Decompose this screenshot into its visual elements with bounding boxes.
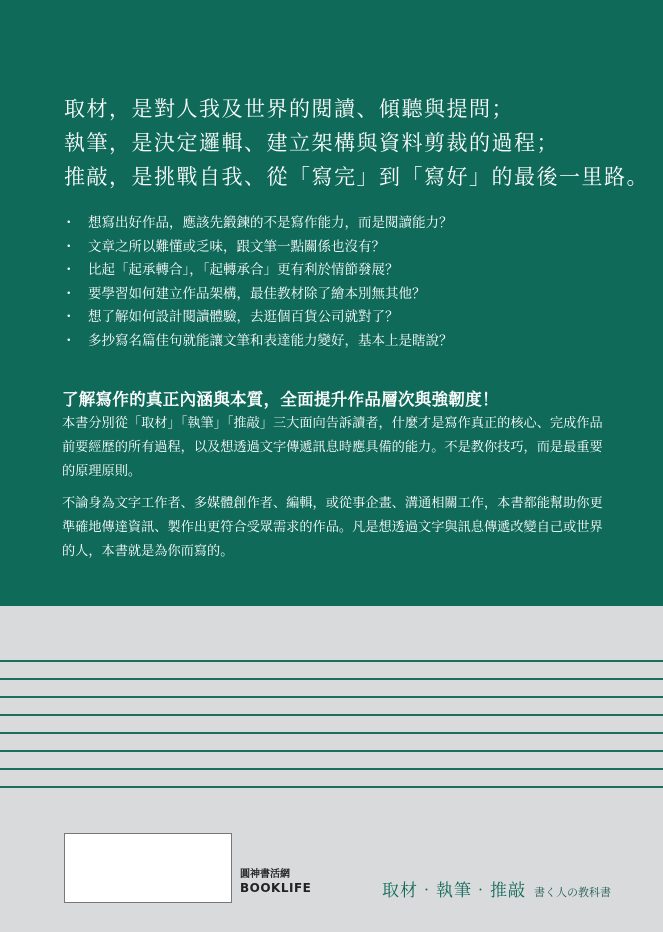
publisher-chinese-name: 圓神書活網: [240, 869, 290, 880]
stripe-line: [0, 786, 663, 788]
description-paragraph: 不論身為文字工作者、多媒體創作者、編輯，或從事企畫、溝通相關工作，本書都能幫助你更準確地傳達資訊、製作出更符合受眾需求的作品。凡是想透過文字與訊息傳遞改變自己或世界的人，本書就是為你而寫的。: [62, 496, 603, 559]
intro-line: 推敲，是挑戰自我、從「寫完」到「寫好」的最後一里路。: [64, 165, 649, 189]
headline: 了解寫作的真正內涵與本質，全面提升作品層次與強韌度！: [62, 390, 499, 409]
stripe-line: [0, 768, 663, 770]
publisher-english-name: BOOKLIFE: [240, 881, 312, 895]
intro-block: [64, 92, 649, 194]
bullet-icon: ・: [62, 238, 76, 255]
question-text: 比起「起承轉合」，「起轉承合」更有利於情節發展？: [88, 262, 399, 278]
series-title: 取材‧執筆‧推敲: [382, 881, 526, 901]
question-text: 多抄寫名篇佳句就能讓文筆和表達能力變好，基本上是瞎說？: [88, 332, 453, 349]
description-paragraph: 本書分別從「取材」「執筆」「推敲」三大面向告訴讀者，什麼才是寫作真正的核心、完成作品前要經歷的所有過程，以及想透過文字傳遞訊息時應具備的能力。不是教你技巧，而是最重要的原理原則。: [62, 416, 603, 479]
bullet-icon: ・: [62, 215, 76, 231]
list-item: [62, 306, 622, 330]
list-item: [62, 212, 622, 236]
list-item: [62, 283, 622, 307]
question-text: 想寫出好作品，應該先鍛鍊的不是寫作能力，而是閱讀能力？: [88, 215, 453, 231]
question-text: 想了解如何設計閱讀體驗，去逛個百貨公司就對了？: [88, 309, 399, 325]
question-text: 要學習如何建立作品架構，最佳教材除了繪本別無其他？: [88, 285, 426, 302]
question-list: [62, 212, 622, 353]
bullet-icon: ・: [62, 285, 76, 302]
stripe-line: [0, 750, 663, 752]
list-item: [62, 236, 622, 260]
bullet-icon: ・: [62, 309, 76, 325]
series-title-block: [382, 876, 611, 901]
bullet-icon: ・: [62, 262, 76, 278]
stripe-line: [0, 696, 663, 698]
stripe-line: [0, 714, 663, 716]
question-text: 文章之所以難懂或乏味，跟文筆一點關係也沒有？: [88, 238, 385, 255]
intro-line: 取材，是對人我及世界的閱讀、傾聽與提問；: [64, 97, 514, 121]
stripe-line: [0, 660, 663, 662]
stripe-lines: [0, 660, 663, 804]
barcode-box: [64, 833, 232, 903]
bullet-icon: ・: [62, 332, 76, 349]
series-subtitle: 書く人の教科書: [534, 886, 611, 899]
list-item: [62, 330, 622, 354]
stripe-line: [0, 678, 663, 680]
publisher-logo: [240, 869, 311, 896]
intro-line: 執筆，是決定邏輯、建立架構與資料剪裁的過程；: [64, 131, 559, 155]
list-item: [62, 259, 622, 283]
stripe-line: [0, 732, 663, 734]
